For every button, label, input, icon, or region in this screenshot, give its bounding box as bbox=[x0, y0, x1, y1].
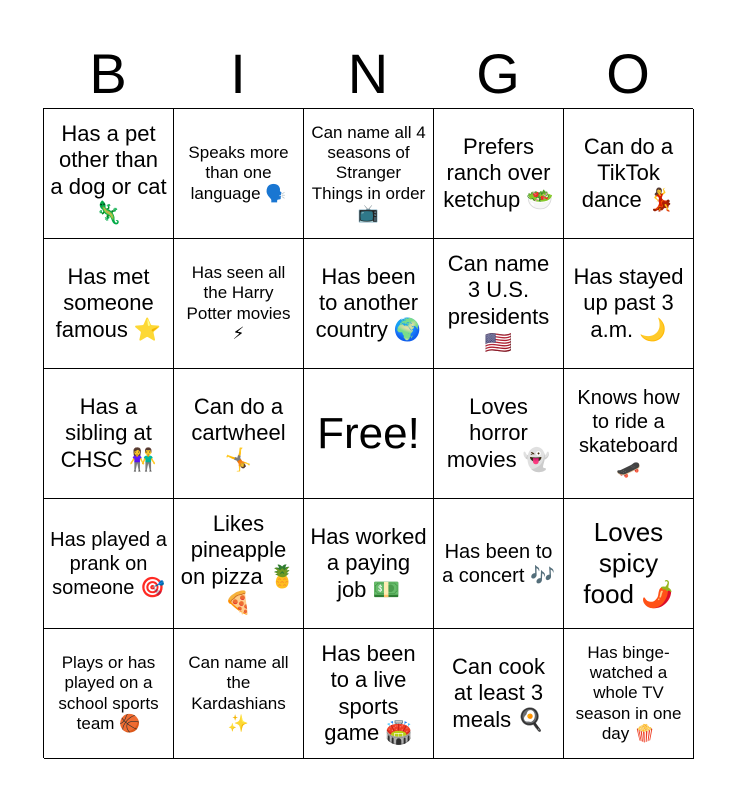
bingo-cell[interactable] bbox=[564, 109, 694, 239]
bingo-cell[interactable] bbox=[44, 499, 174, 629]
cell-text: Loves horror movies 👻 bbox=[446, 393, 551, 472]
bingo-cell[interactable] bbox=[44, 629, 174, 759]
bingo-header bbox=[43, 40, 693, 108]
cell-text: Can name all 4 seasons of Stranger Things in order 📺 bbox=[311, 122, 426, 224]
cell-text: Has a sibling at CHSC 👫 bbox=[60, 393, 157, 472]
cell-text: Plays or has played on a school sports team 🏀 bbox=[58, 652, 159, 733]
cell-text: Has been to a concert 🎶 bbox=[442, 540, 555, 587]
cell-text: Can name 3 U.S. presidents 🇺🇸 bbox=[447, 250, 550, 355]
header-letter-n: N bbox=[347, 42, 389, 105]
bingo-cell[interactable] bbox=[174, 239, 304, 369]
cell-text: Can name all the Kardashians ✨ bbox=[188, 652, 289, 733]
cell-text: Has a pet other than a dog or cat 🦎 bbox=[50, 120, 167, 225]
bingo-cell[interactable] bbox=[304, 109, 434, 239]
cell-text: Has seen all the Harry Potter movies ⚡ bbox=[186, 262, 291, 343]
bingo-cell[interactable] bbox=[434, 499, 564, 629]
cell-text: Has worked a paying job 💵 bbox=[310, 523, 427, 602]
bingo-cell[interactable] bbox=[564, 239, 694, 369]
free-space-text: Free! bbox=[317, 408, 420, 458]
header-letter-o: O bbox=[606, 42, 650, 105]
header-letter-g: G bbox=[476, 42, 520, 105]
cell-text: Can cook at least 3 meals 🍳 bbox=[452, 653, 545, 732]
cell-text: Has been to a live sports game 🏟️ bbox=[321, 640, 416, 745]
cell-text: Has stayed up past 3 a.m. 🌙 bbox=[573, 263, 684, 342]
bingo-cell[interactable] bbox=[44, 369, 174, 499]
bingo-cell[interactable] bbox=[174, 109, 304, 239]
cell-text: Has played a prank on someone 🎯 bbox=[50, 528, 167, 599]
bingo-cell[interactable] bbox=[174, 369, 304, 499]
bingo-cell[interactable] bbox=[434, 109, 564, 239]
bingo-cell[interactable] bbox=[564, 499, 694, 629]
bingo-cell[interactable] bbox=[434, 239, 564, 369]
cell-text: Prefers ranch over ketchup 🥗 bbox=[443, 133, 554, 212]
cell-text: Can do a TikTok dance 💃 bbox=[581, 133, 676, 212]
header-letter-b: B bbox=[89, 42, 127, 105]
cell-text: Can do a cartwheel 🤸 bbox=[191, 393, 286, 472]
bingo-cell[interactable] bbox=[304, 629, 434, 759]
bingo-cell[interactable] bbox=[564, 369, 694, 499]
bingo-cell[interactable] bbox=[44, 239, 174, 369]
cell-text: Knows how to ride a skateboard 🛹 bbox=[577, 386, 680, 481]
bingo-cell[interactable] bbox=[304, 499, 434, 629]
bingo-cell[interactable] bbox=[304, 239, 434, 369]
bingo-cell[interactable] bbox=[44, 109, 174, 239]
cell-text: Has been to another country 🌍 bbox=[315, 263, 422, 342]
bingo-cell[interactable] bbox=[434, 629, 564, 759]
bingo-cell[interactable] bbox=[564, 629, 694, 759]
free-space-cell[interactable] bbox=[304, 369, 434, 499]
bingo-board bbox=[43, 108, 693, 758]
cell-text: Has binge-watched a whole TV season in one day 🍿 bbox=[575, 642, 682, 744]
cell-text: Speaks more than one language 🗣️ bbox=[188, 142, 289, 203]
cell-text: Loves spicy food 🌶️ bbox=[583, 516, 674, 610]
bingo-cell[interactable] bbox=[174, 629, 304, 759]
bingo-cell[interactable] bbox=[434, 369, 564, 499]
cell-text: Has met someone famous ⭐ bbox=[55, 263, 162, 342]
header-letter-i: I bbox=[230, 42, 246, 105]
cell-text: Likes pineapple on pizza 🍍🍕 bbox=[180, 510, 297, 615]
bingo-cell[interactable] bbox=[174, 499, 304, 629]
